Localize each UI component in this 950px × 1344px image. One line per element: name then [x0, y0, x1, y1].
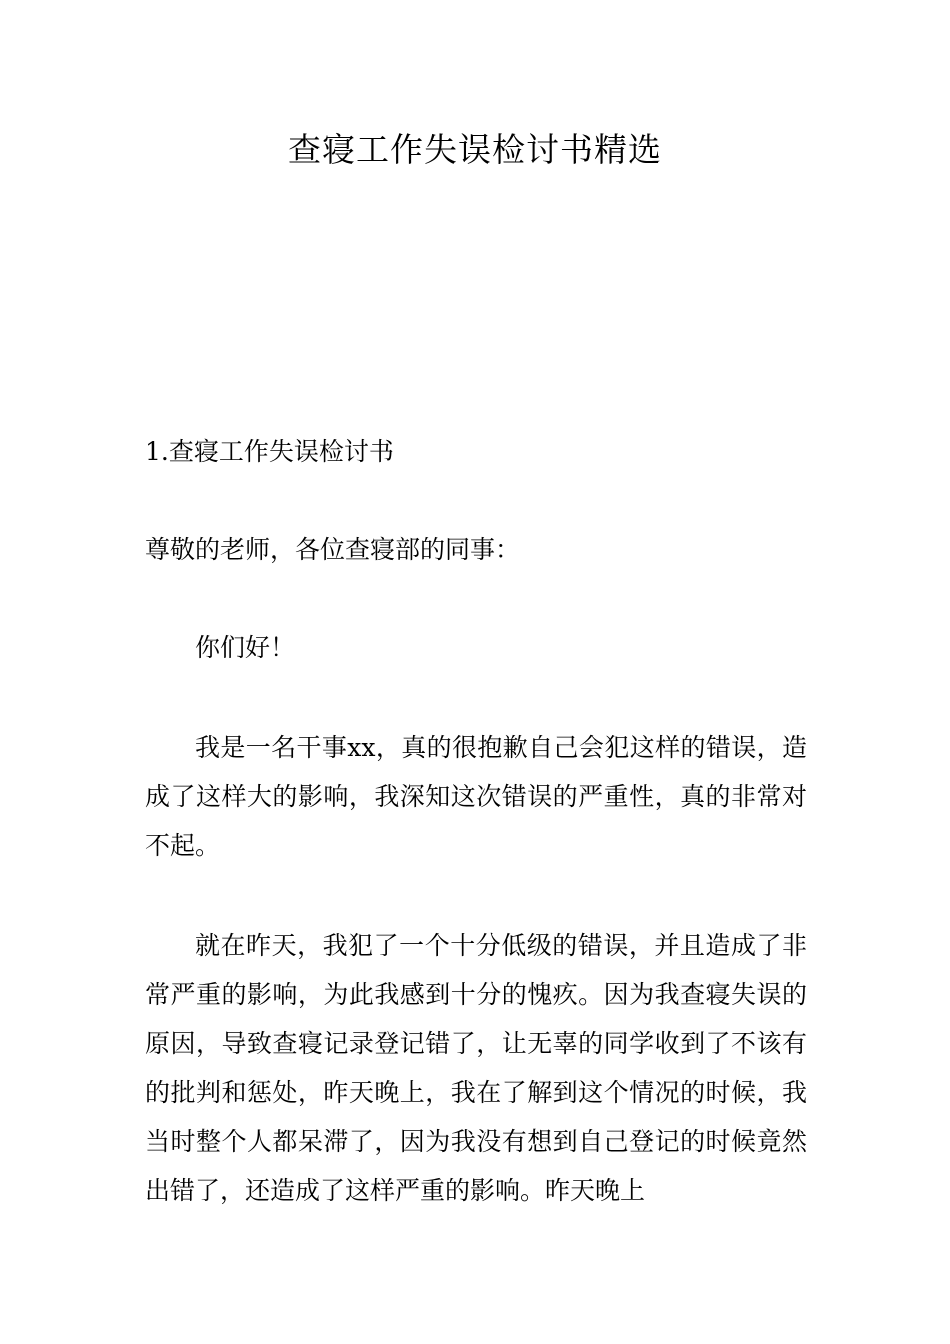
- greeting: 你们好！: [195, 633, 296, 662]
- salutation: 尊敬的老师，各位查寝部的同事：: [145, 535, 521, 564]
- paragraph: 就在昨天，我犯了一个十分低级的错误，并且造成了非常严重的影响，为此我感到十分的愧疚。因为我查寝失误的原因，导致查寝记录登记错了，让无辜的同学收到了不该有的批判和惩处，昨天晚上，我在了解到这个情况的时候，我当时整个人都呆滞了，因为我没有想到自己登记的时候竟然出错了，还造成了这样严重的影响。昨天晚上: [145, 931, 807, 1205]
- section-heading: 1.查寝工作失误检讨书: [145, 437, 394, 466]
- paragraph: 我是一名干事xx，真的很抱歉自己会犯这样的错误，造成了这样大的影响，我深知这次错误的严重性，真的非常对不起。: [145, 733, 807, 860]
- document-title: 查寝工作失误检讨书精选: [288, 130, 662, 169]
